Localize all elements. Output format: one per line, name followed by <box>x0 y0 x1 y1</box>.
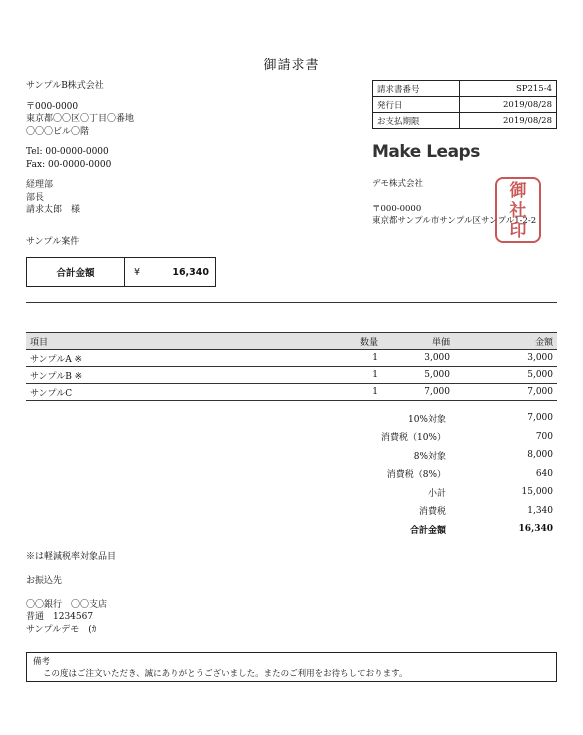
item-amount: 3,000 <box>454 350 557 367</box>
sender-postal: 〒000-0000 <box>372 203 422 214</box>
summary-value: 700 <box>535 431 553 442</box>
summary-label: 消費税（8%） <box>386 470 446 481</box>
invoice-meta-table <box>372 80 557 129</box>
meta-row-due-date <box>373 113 557 129</box>
summary-row-10-tax <box>26 428 557 447</box>
total-amount-value: 16,340 <box>172 266 209 278</box>
makeleaps-logo <box>372 142 480 162</box>
client-fax: Fax: 00-0000-0000 <box>26 159 112 170</box>
meta-value: SP215-4 <box>459 81 556 97</box>
logo-part-1: Make <box>372 142 421 162</box>
meta-value: 2019/08/28 <box>459 113 556 129</box>
summary-value: 640 <box>535 468 553 479</box>
table-header-row <box>26 333 557 350</box>
seal-char: 社 <box>509 201 527 221</box>
item-amount: 7,000 <box>454 384 557 401</box>
table-row <box>26 350 557 367</box>
bank-line-2: 普通 1234567 <box>26 612 94 622</box>
line-items-table <box>26 332 557 401</box>
bank-block <box>26 575 107 636</box>
remarks-body: この度はご注文いただき、誠にありがとうございました。またのご利用をお待ちしております。 <box>43 669 408 679</box>
client-company: サンプルB株式会社 <box>26 81 104 91</box>
reduced-tax-note: ※は軽減税率対象品目 <box>26 552 117 562</box>
table-row <box>26 367 557 384</box>
client-position: 部長 <box>26 192 45 203</box>
summary-label: 消費税（10%） <box>380 433 446 444</box>
summary-value: 15,000 <box>521 487 553 498</box>
sender-address: 東京都サンプル市サンプル区サンプル1-2-2 <box>372 216 537 226</box>
client-block <box>26 80 134 217</box>
summary-label: 小計 <box>427 488 446 499</box>
client-person: 請求太郎 様 <box>26 205 81 215</box>
client-address-2: 〇〇〇ビル〇階 <box>26 126 90 137</box>
client-postal: 〒000-0000 <box>26 101 79 112</box>
subject-label: サンプル案件 <box>26 237 80 247</box>
header-item: 項目 <box>26 333 326 350</box>
meta-label: 発行日 <box>373 97 460 113</box>
header-qty: 数量 <box>326 333 382 350</box>
client-tel: Tel: 00-0000-0000 <box>26 147 109 157</box>
item-name: サンプルA ※ <box>26 350 326 367</box>
item-qty: 1 <box>326 367 382 384</box>
summary-value: 8,000 <box>527 450 553 461</box>
summary-value: 16,340 <box>518 524 553 535</box>
summary-row-total <box>26 520 557 539</box>
summary-row-tax <box>26 502 557 521</box>
meta-row-issue-date <box>373 97 557 113</box>
summary-label: 8%対象 <box>413 451 446 462</box>
document-title: 御請求書 <box>263 58 320 73</box>
summary-label: 10%対象 <box>407 414 446 425</box>
summary-value: 7,000 <box>527 413 553 424</box>
summary-row-10-target <box>26 409 557 428</box>
item-qty: 1 <box>326 350 382 367</box>
bank-heading: お振込先 <box>26 576 63 586</box>
item-unit-price: 7,000 <box>382 384 454 401</box>
table-row <box>26 384 557 401</box>
bank-line-1: 〇〇銀行 〇〇支店 <box>26 599 108 610</box>
company-seal-stamp <box>495 177 541 243</box>
seal-char: 印 <box>509 221 527 241</box>
summary-row-8-target <box>26 446 557 465</box>
header-amount: 金額 <box>454 333 557 350</box>
summary-label: 消費税 <box>418 507 446 518</box>
item-name: サンプルB ※ <box>26 367 326 384</box>
total-amount-label: 合計金額 <box>27 258 125 286</box>
meta-label: 請求書番号 <box>373 81 460 97</box>
summary-row-8-tax <box>26 465 557 484</box>
meta-label: お支払期限 <box>373 113 460 129</box>
summary-row-subtotal <box>26 483 557 502</box>
meta-value: 2019/08/28 <box>459 97 556 113</box>
item-name: サンプルC <box>26 384 326 401</box>
client-address-1: 東京都〇〇区〇丁目〇番地 <box>26 114 135 124</box>
total-amount-box <box>26 257 216 287</box>
bank-line-3: サンプルデモ (ｶ <box>26 624 97 635</box>
summary-label: 合計金額 <box>409 525 446 536</box>
item-amount: 5,000 <box>454 367 557 384</box>
remarks-box <box>26 652 557 682</box>
header-unit-price: 単価 <box>382 333 454 350</box>
item-unit-price: 5,000 <box>382 367 454 384</box>
item-qty: 1 <box>326 384 382 401</box>
sender-company: デモ株式会社 <box>372 179 424 189</box>
summary-value: 1,340 <box>527 505 553 516</box>
summary-block <box>26 409 557 539</box>
meta-row-number <box>373 81 557 97</box>
item-unit-price: 3,000 <box>382 350 454 367</box>
seal-char: 御 <box>509 181 527 201</box>
client-department: 経理部 <box>26 180 54 190</box>
divider <box>26 302 557 303</box>
remarks-heading: 備考 <box>33 657 51 667</box>
currency-symbol: ¥ <box>133 266 141 278</box>
logo-part-2: Leaps <box>426 142 480 162</box>
